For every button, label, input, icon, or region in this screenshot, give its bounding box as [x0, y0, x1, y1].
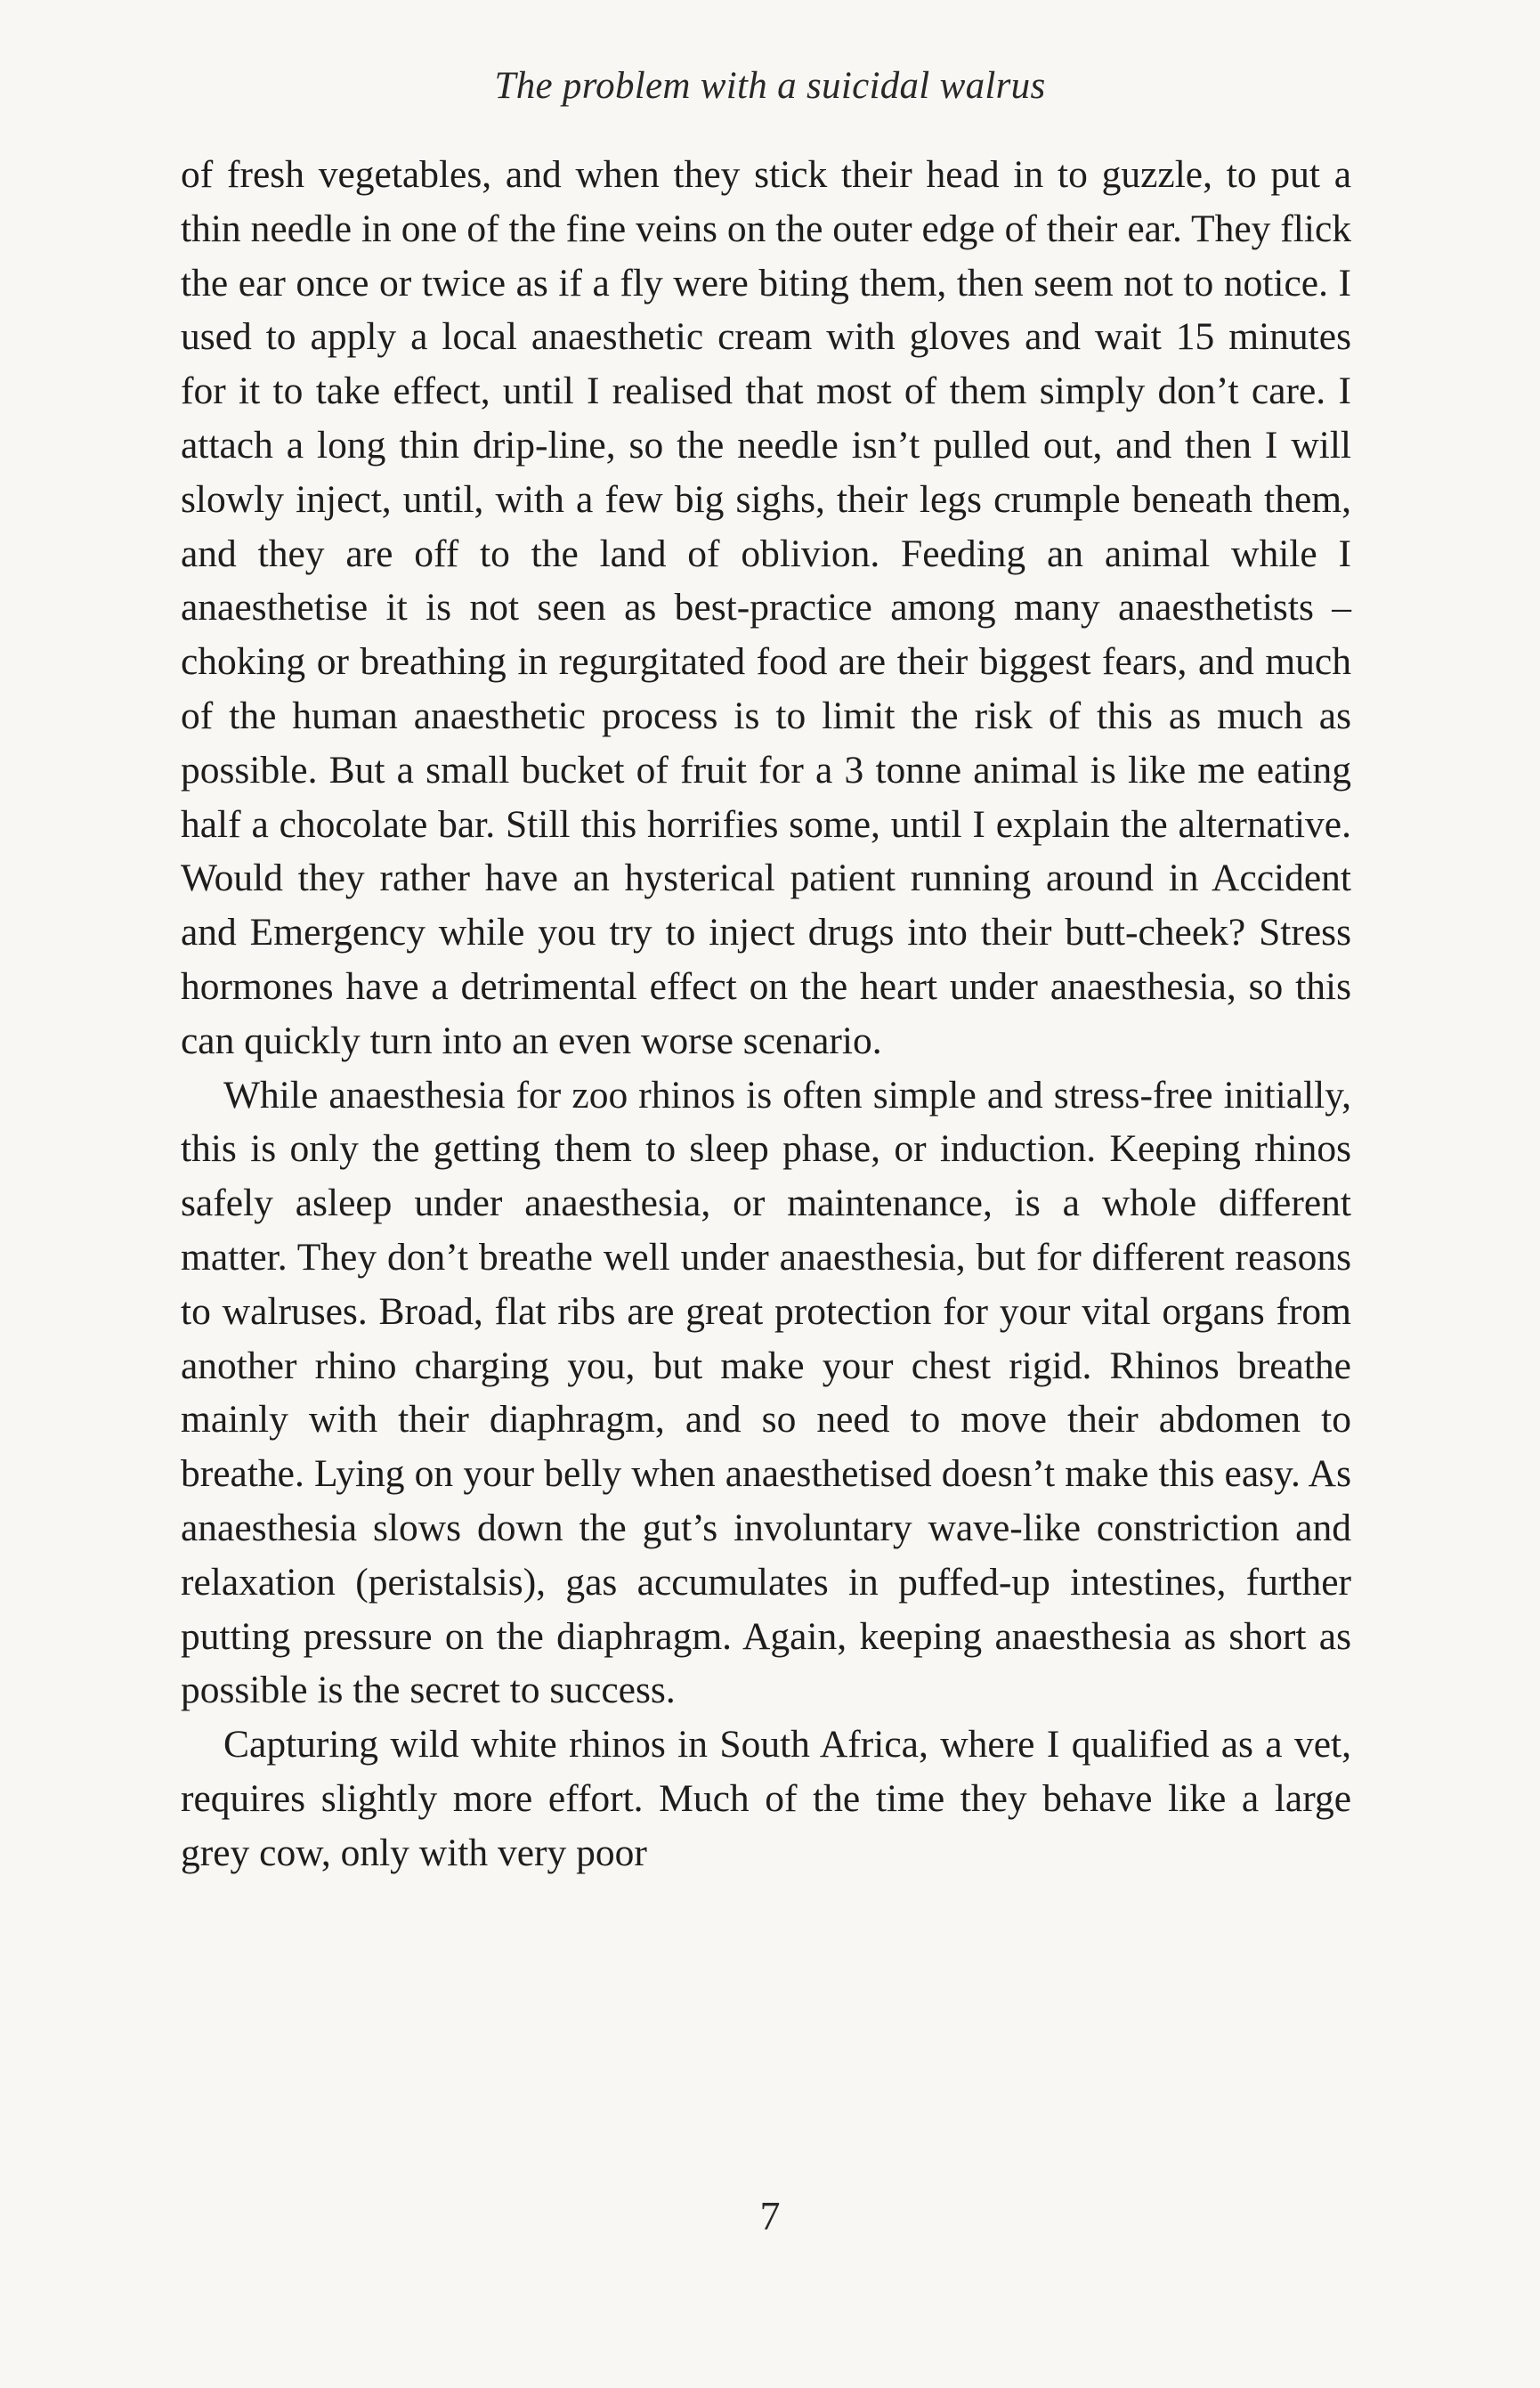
body-text: [181, 148, 1351, 1880]
running-head-title: The problem with a suicidal walrus: [494, 65, 1046, 107]
paragraph-rhino-anaesthesia: While anaesthesia for zoo rhinos is often simple and stress-free initially, this is only the getting them to sleep phase, or induction. Keeping rhinos safely asleep under anaesthesia, or maintenance, is a whole different matter. They don’t breathe well under anaesthesia, but for different reasons to walruses. Broad, flat ribs are great protection for your vital organs from another rhino charging you, but make your chest rigid. Rhinos breathe mainly with their diaphragm, and so need to move their abdomen to breathe. Lying on your belly when anaesthetised doesn’t make this easy. As anaesthesia slows down the gut’s involuntary wave-like constriction and relaxation (peristalsis), gas accumulates in puffed-up intestines, further putting pressure on the diaphragm. Again, keeping anaesthesia as short as possible is the secret to success.: [181, 1073, 1351, 1712]
paragraph-wild-rhinos: Capturing wild white rhinos in South Africa, where I qualified as a vet, requires slightly more effort. Much of the time they behave like a large grey cow, only with very poor: [181, 1723, 1351, 1874]
paragraph-continuation: of fresh vegetables, and when they stick their head in to guzzle, to put a thin needle in one of the fine veins on the outer edge of their ear. They flick the ear once or twice as if a fly were biting them, then seem not to notice. I used to apply a local anaesthetic cream with gloves and wait 15 minutes for it to take effect, until I realised that most of them simply don’t care. I attach a long thin drip-line, so the needle isn’t pulled out, and then I will slowly inject, until, with a few big sighs, their legs crumple beneath them, and they are off to the land of oblivion. Feeding an animal while I anaesthetise it is not seen as best-practice among many anaesthetists – choking or breathing in regurgitated food are their biggest fears, and much of the human anaesthetic process is to limit the risk of this as much as possible. But a small bucket of fruit for a 3 tonne animal is like me eating half a chocolate bar. Still this horrifies some, until I explain the alternative. Would they rather have an hysterical patient running around in Accident and Emergency while you try to inject drugs into their butt-cheek? Stress hormones have a detrimental effect on the heart under anaesthesia, so this can quickly turn into an even worse scenario.: [181, 153, 1351, 1062]
page-number: 7: [759, 2193, 781, 2238]
